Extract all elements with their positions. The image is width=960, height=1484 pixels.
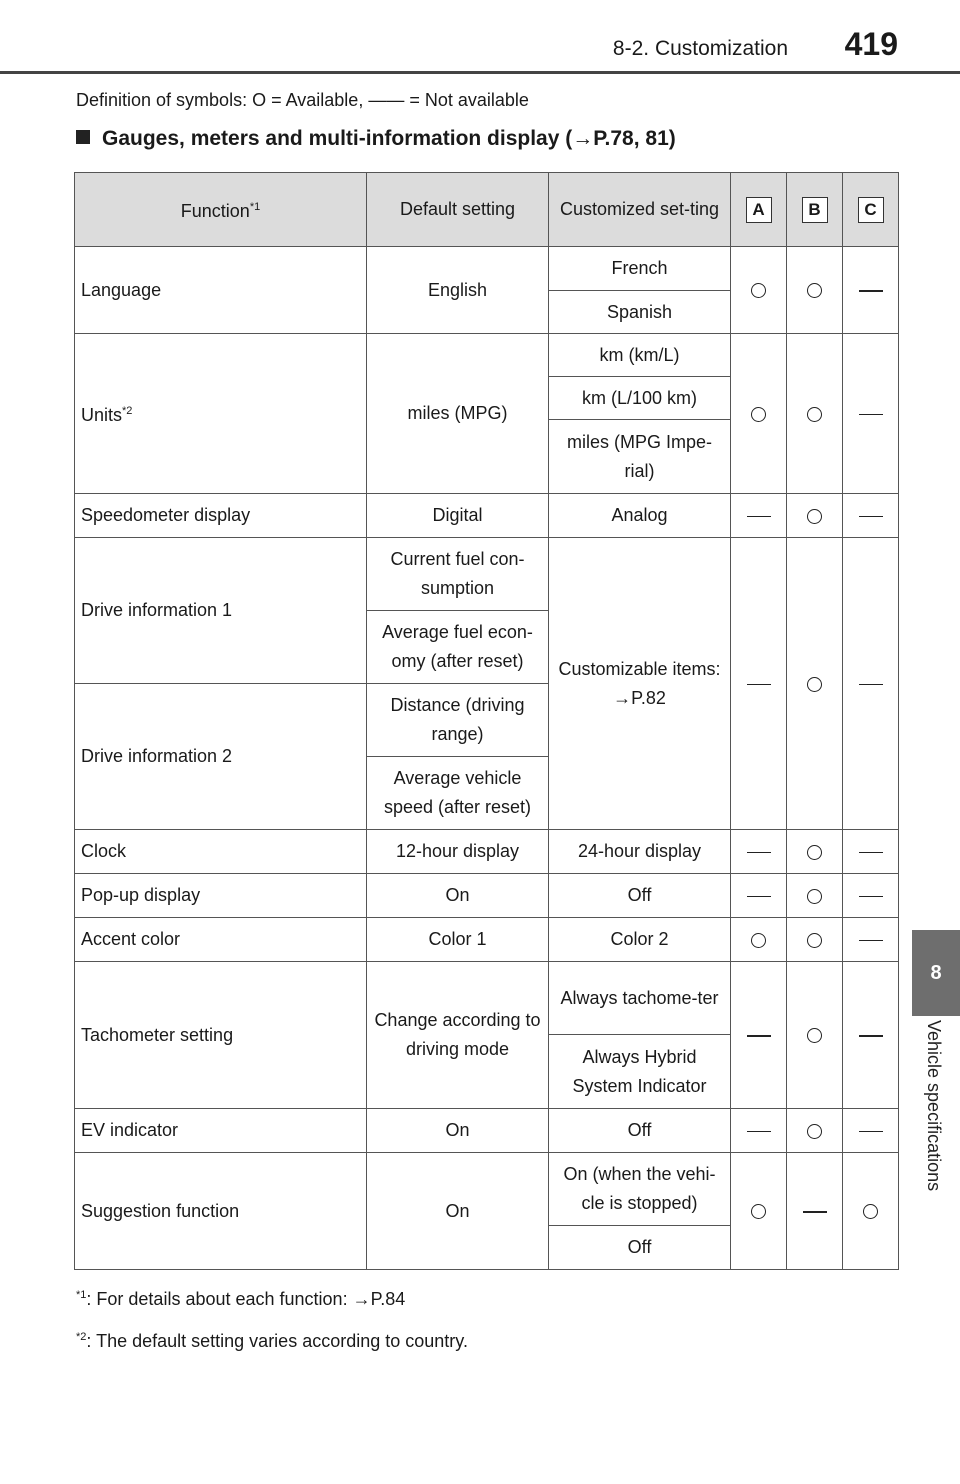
page-number: 419 (844, 26, 898, 62)
available-icon (787, 918, 843, 962)
not-available-icon (787, 1153, 843, 1270)
not-available-icon (843, 334, 899, 494)
available-icon (787, 494, 843, 538)
header-function: Function$^{*1}$ (75, 173, 367, 247)
available-icon (731, 334, 787, 494)
table-row: Tachometer setting Change according to driving mode Always tachome-ter (75, 962, 899, 1035)
page-header (0, 0, 960, 76)
not-available-icon (843, 874, 899, 918)
table-row: Average vehicle speed (after reset) (75, 757, 899, 830)
not-available-icon (731, 830, 787, 874)
header-a: A (731, 173, 787, 247)
footnote-1: $^{*1}$: For details about each function: →P.84 (76, 1289, 406, 1309)
table-header-row (75, 173, 899, 247)
chapter-tab[interactable]: 8 (912, 930, 960, 1016)
table-row: Spanish (75, 291, 899, 334)
header-rule (0, 71, 960, 74)
table-row: Speedometer display Digital Analog (75, 494, 899, 538)
table-row: EV indicator On Off (75, 1109, 899, 1153)
not-available-icon (843, 247, 899, 334)
header-customized: Customized set-ting (549, 173, 731, 247)
section-heading-text: Gauges, meters and multi-information display (→P.78, 81) (102, 127, 676, 150)
not-available-icon (731, 874, 787, 918)
table-row: Drive information 1 Current fuel con-sumption Customizable items: →P.82 (75, 538, 899, 611)
available-icon (731, 1153, 787, 1270)
not-available-icon (731, 1109, 787, 1153)
table-row: Units$^{*2}$ miles (MPG) km (km/L) (75, 334, 899, 377)
available-icon (787, 830, 843, 874)
square-bullet-icon (76, 130, 90, 144)
table-row: Drive information 2 Distance (driving range) (75, 684, 899, 757)
table-row: km (L/100 km) (75, 377, 899, 420)
table-row: Suggestion function On On (when the vehi-cle is stopped) (75, 1153, 899, 1226)
header-default: Default setting (367, 173, 549, 247)
available-icon (787, 1109, 843, 1153)
available-icon (787, 874, 843, 918)
not-available-icon (731, 538, 787, 830)
table-row: miles (MPG Impe-rial) (75, 420, 899, 494)
not-available-icon (843, 830, 899, 874)
available-icon (787, 334, 843, 494)
header-c: C (843, 173, 899, 247)
available-icon (787, 538, 843, 830)
table-row: Accent color Color 1 Color 2 (75, 918, 899, 962)
footnote-2: $^{*2}$: The default setting varies according to country. (76, 1331, 468, 1351)
chapter-label: Vehicle specifications (924, 1020, 944, 1192)
symbol-definition: Definition of symbols: O = Available, —— = Not available (76, 90, 529, 110)
not-available-icon (843, 494, 899, 538)
available-icon (731, 247, 787, 334)
available-icon (787, 247, 843, 334)
table-row: Average fuel econ-omy (after reset) (75, 611, 899, 684)
not-available-icon (843, 538, 899, 830)
available-icon (843, 1153, 899, 1270)
not-available-icon (843, 918, 899, 962)
not-available-icon (843, 1109, 899, 1153)
not-available-icon (731, 494, 787, 538)
section-title: 8-2. Customization (612, 37, 788, 60)
table-row: Pop-up display On Off (75, 874, 899, 918)
header-b: B (787, 173, 843, 247)
table-row: Off (75, 1226, 899, 1270)
section-heading (76, 127, 676, 151)
footnotes (76, 1276, 468, 1360)
table-row: Always Hybrid System Indicator (75, 1035, 899, 1109)
available-icon (787, 962, 843, 1109)
available-icon (731, 918, 787, 962)
table-row: Clock 12-hour display 24-hour display (75, 830, 899, 874)
not-available-icon (843, 962, 899, 1109)
customization-table (74, 172, 899, 1270)
not-available-icon (731, 962, 787, 1109)
table-row: Language English French (75, 247, 899, 291)
